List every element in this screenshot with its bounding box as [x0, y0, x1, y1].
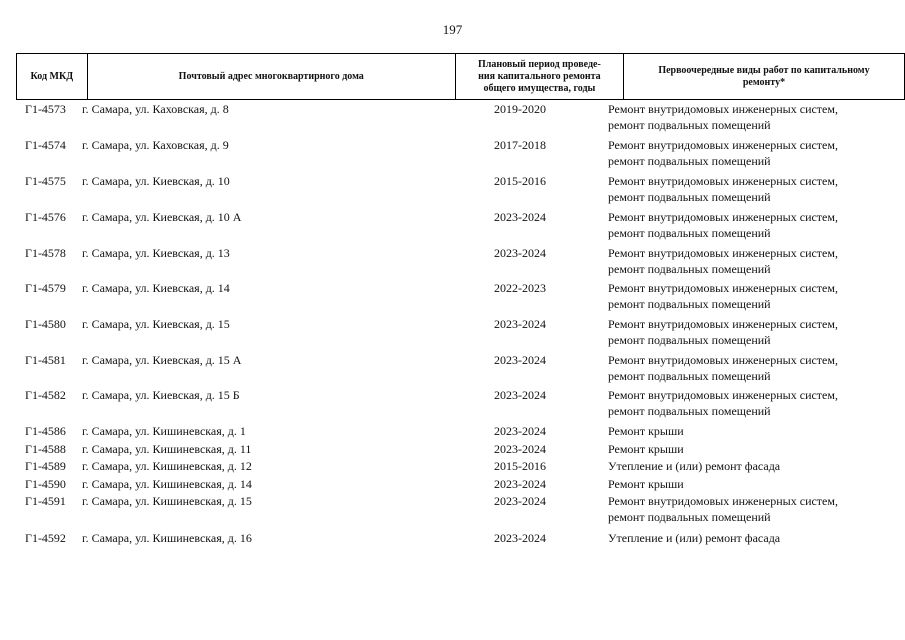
row-works-line2: ремонт подвальных помещений	[608, 226, 771, 240]
row-address: г. Самара, ул. Киевская, д. 15	[82, 317, 230, 331]
row-address: г. Самара, ул. Киевская, д. 10	[82, 174, 230, 188]
row-works	[608, 387, 838, 419]
row-works-line2: ремонт подвальных помещений	[608, 118, 771, 132]
row-works-line1: Ремонт внутридомовых инженерных систем,	[608, 494, 838, 508]
row-code: Г1-4581	[25, 353, 66, 367]
row-address: г. Самара, ул. Кишиневская, д. 14	[82, 476, 252, 491]
row-works	[608, 137, 838, 169]
row-period: 2023-2024	[494, 353, 546, 367]
row-code: Г1-4576	[25, 210, 66, 224]
row-period: 2023-2024	[494, 210, 546, 224]
row-works-line1: Ремонт внутридомовых инженерных систем,	[608, 210, 838, 224]
table-row	[16, 280, 886, 316]
table-row	[16, 101, 886, 137]
row-works-line1: Ремонт внутридомовых инженерных систем,	[608, 353, 838, 367]
row-code: Г1-4578	[25, 246, 66, 260]
row-works-line2: ремонт подвальных помещений	[608, 190, 771, 204]
row-code: Г1-4591	[25, 494, 66, 508]
row-works-line1: Ремонт внутридомовых инженерных систем,	[608, 102, 838, 116]
table-row	[16, 441, 886, 459]
row-works	[608, 280, 838, 312]
row-works-line1: Ремонт внутридомовых инженерных систем,	[608, 281, 838, 295]
table-row	[16, 423, 886, 441]
row-works-line2: ремонт подвальных помещений	[608, 369, 771, 383]
row-address: г. Самара, ул. Кишиневская, д. 12	[82, 459, 252, 473]
row-works	[608, 316, 838, 348]
row-code: Г1-4573	[25, 102, 66, 116]
table-row	[16, 173, 886, 209]
row-works-line2: ремонт подвальных помещений	[608, 297, 771, 311]
row-code: Г1-4575	[25, 174, 66, 188]
row-works-line1: Ремонт крыши	[608, 476, 684, 491]
row-address: г. Самара, ул. Киевская, д. 15 Б	[82, 388, 240, 402]
table-row	[16, 530, 886, 548]
row-address: г. Самара, ул. Каховская, д. 8	[82, 102, 229, 116]
row-works-line2: ремонт подвальных помещений	[608, 262, 771, 276]
row-works	[608, 423, 684, 439]
row-works-line2: ремонт подвальных помещений	[608, 510, 771, 524]
table-row	[16, 137, 886, 173]
row-period: 2023-2024	[494, 531, 546, 545]
row-works	[608, 530, 780, 546]
row-address: г. Самара, ул. Кишиневская, д. 1	[82, 424, 246, 438]
row-works-line1: Ремонт внутридомовых инженерных систем,	[608, 388, 838, 402]
row-works-line1: Утепление и (или) ремонт фасада	[608, 459, 781, 473]
row-code: Г1-4582	[25, 388, 66, 402]
row-period: 2023-2024	[494, 246, 546, 260]
row-works-line1: Утепление и (или) ремонт фасада	[608, 531, 781, 545]
header-address: Почтовый адрес многоквартирного дома	[87, 54, 455, 100]
row-works-line1: Ремонт внутридомовых инженерных систем,	[608, 138, 838, 152]
row-works-line1: Ремонт внутридомовых инженерных систем,	[608, 317, 838, 331]
row-works	[608, 476, 684, 492]
row-period: 2017-2018	[494, 138, 546, 152]
row-period: 2023-2024	[494, 388, 546, 402]
table-row	[16, 476, 886, 494]
header-period	[455, 54, 623, 100]
header-row	[17, 54, 905, 100]
row-address: г. Самара, ул. Киевская, д. 13	[82, 246, 230, 260]
row-address: г. Самара, ул. Кишиневская, д. 16	[82, 531, 252, 545]
row-address: г. Самара, ул. Каховская, д. 9	[82, 138, 229, 152]
row-works-line1: Ремонт крыши	[608, 441, 684, 456]
row-works	[608, 245, 838, 277]
row-period: 2023-2024	[494, 476, 546, 491]
table-row	[16, 493, 886, 530]
row-code: Г1-4579	[25, 281, 66, 295]
row-period: 2019-2020	[494, 102, 546, 116]
row-works-line2: ремонт подвальных помещений	[608, 404, 771, 418]
row-code: Г1-4586	[25, 424, 66, 438]
row-period: 2015-2016	[494, 459, 546, 473]
table-row	[16, 387, 886, 423]
header-works-line2: ремонту*	[742, 76, 786, 88]
row-period: 2023-2024	[494, 424, 546, 438]
table-body	[16, 101, 886, 548]
table-row	[16, 209, 886, 245]
row-period: 2022-2023	[494, 281, 546, 295]
row-code: Г1-4580	[25, 317, 66, 331]
row-works-line2: ремонт подвальных помещений	[608, 333, 771, 347]
header-works-line1: Первоочередные виды работ по капитальному	[658, 64, 870, 76]
row-works-line2: ремонт подвальных помещений	[608, 154, 771, 168]
table-row	[16, 458, 886, 476]
row-address: г. Самара, ул. Киевская, д. 14	[82, 281, 230, 295]
row-address: г. Самара, ул. Кишиневская, д. 11	[82, 441, 252, 456]
header-period-line2: ния капитального ремонта	[478, 70, 601, 82]
row-works	[608, 209, 838, 241]
table-row	[16, 245, 886, 280]
row-code: Г1-4589	[25, 459, 66, 473]
row-works-line1: Ремонт крыши	[608, 424, 684, 438]
header-works	[623, 54, 904, 100]
header-period-line3: общего имущества, годы	[483, 82, 596, 94]
table-row	[16, 316, 886, 352]
row-address: г. Самара, ул. Киевская, д. 15 А	[82, 353, 242, 367]
row-code: Г1-4590	[25, 476, 66, 491]
row-period: 2023-2024	[494, 317, 546, 331]
row-works	[608, 352, 838, 384]
row-works	[608, 441, 684, 457]
header-code: Код МКД	[17, 54, 88, 100]
row-works	[608, 493, 838, 525]
table-row	[16, 352, 886, 387]
row-code: Г1-4592	[25, 531, 66, 545]
row-works	[608, 101, 838, 133]
table-header	[16, 53, 905, 100]
page-number: 197	[442, 22, 463, 37]
row-code: Г1-4574	[25, 138, 66, 152]
row-period: 2023-2024	[494, 494, 546, 508]
row-works	[608, 458, 780, 474]
row-code: Г1-4588	[25, 441, 66, 456]
row-address: г. Самара, ул. Киевская, д. 10 А	[82, 210, 242, 224]
row-period: 2023-2024	[494, 441, 546, 456]
row-period: 2015-2016	[494, 174, 546, 188]
row-works-line1: Ремонт внутридомовых инженерных систем,	[608, 246, 838, 260]
row-works-line1: Ремонт внутридомовых инженерных систем,	[608, 174, 838, 188]
row-works	[608, 173, 838, 205]
header-period-line1: Плановый период проведе-	[478, 58, 601, 70]
row-address: г. Самара, ул. Кишиневская, д. 15	[82, 494, 252, 508]
